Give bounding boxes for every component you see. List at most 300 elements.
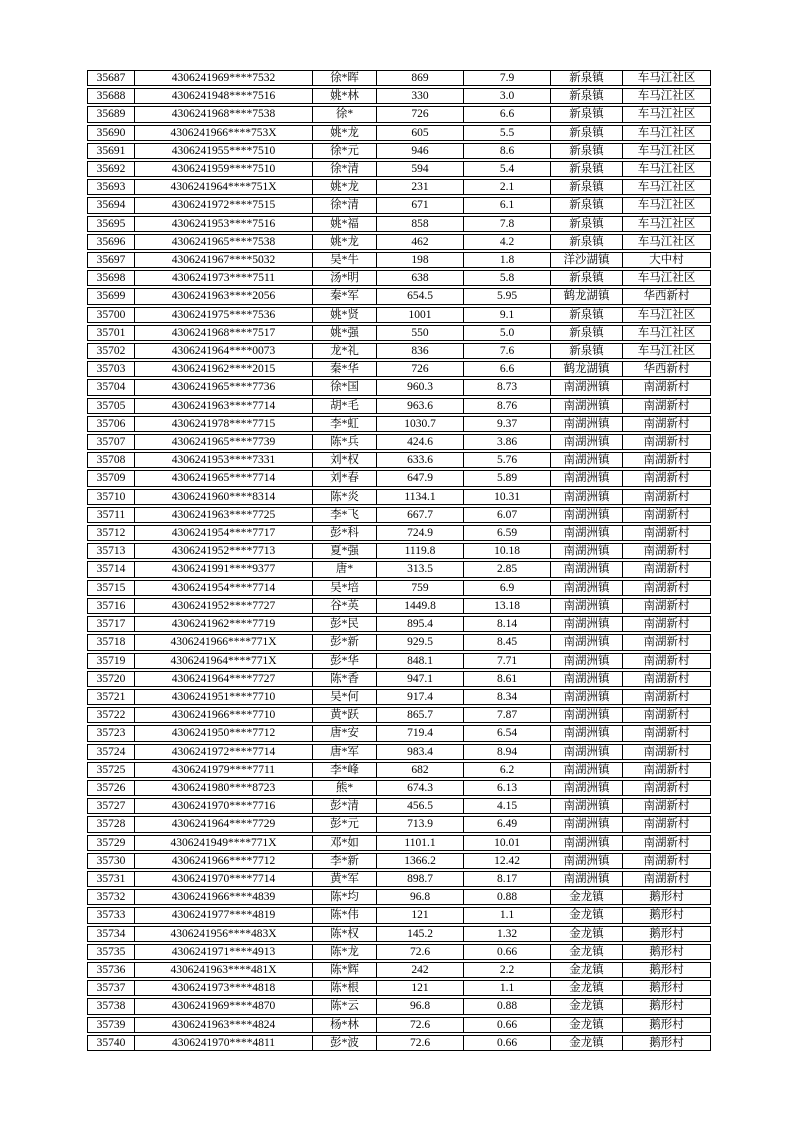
table-row bbox=[87, 853, 711, 869]
table-row bbox=[87, 270, 711, 286]
value1-cell: 947.1 bbox=[377, 671, 464, 687]
value1-cell: 72.6 bbox=[377, 1017, 464, 1033]
name-cell: 唐*安 bbox=[313, 725, 377, 741]
value1-cell: 674.3 bbox=[377, 780, 464, 796]
id-number-cell: 4306241962****7719 bbox=[135, 616, 313, 632]
town-cell: 南湖洲镇 bbox=[551, 580, 623, 596]
serial-cell: 35733 bbox=[87, 907, 135, 923]
town-cell: 南湖洲镇 bbox=[551, 853, 623, 869]
table-row bbox=[87, 762, 711, 778]
value1-cell: 759 bbox=[377, 580, 464, 596]
table-row bbox=[87, 907, 711, 923]
name-cell: 陈*均 bbox=[313, 889, 377, 905]
name-cell: 谷*英 bbox=[313, 598, 377, 614]
town-cell: 金龙镇 bbox=[551, 944, 623, 960]
name-cell: 姚*福 bbox=[313, 216, 377, 232]
value2-cell: 8.76 bbox=[464, 398, 551, 414]
serial-cell: 35689 bbox=[87, 106, 135, 122]
value2-cell: 8.6 bbox=[464, 143, 551, 159]
value2-cell: 6.59 bbox=[464, 525, 551, 541]
value1-cell: 858 bbox=[377, 216, 464, 232]
village-cell: 南湖新村 bbox=[623, 525, 711, 541]
value2-cell: 6.49 bbox=[464, 816, 551, 832]
town-cell: 南湖洲镇 bbox=[551, 816, 623, 832]
village-cell: 南湖新村 bbox=[623, 543, 711, 559]
town-cell: 新泉镇 bbox=[551, 143, 623, 159]
serial-cell: 35698 bbox=[87, 270, 135, 286]
value1-cell: 594 bbox=[377, 161, 464, 177]
village-cell: 车马江社区 bbox=[623, 325, 711, 341]
name-cell: 姚*贤 bbox=[313, 307, 377, 323]
serial-cell: 35705 bbox=[87, 398, 135, 414]
value2-cell: 8.61 bbox=[464, 671, 551, 687]
id-number-cell: 4306241968****7538 bbox=[135, 106, 313, 122]
serial-cell: 35704 bbox=[87, 379, 135, 395]
town-cell: 金龙镇 bbox=[551, 926, 623, 942]
village-cell: 南湖新村 bbox=[623, 398, 711, 414]
table-row bbox=[87, 816, 711, 832]
table-row bbox=[87, 307, 711, 323]
serial-cell: 35724 bbox=[87, 744, 135, 760]
name-cell: 陈*伟 bbox=[313, 907, 377, 923]
village-cell: 车马江社区 bbox=[623, 234, 711, 250]
table-row bbox=[87, 707, 711, 723]
village-cell: 南湖新村 bbox=[623, 816, 711, 832]
name-cell: 李*飞 bbox=[313, 507, 377, 523]
table-row bbox=[87, 361, 711, 377]
serial-cell: 35688 bbox=[87, 88, 135, 104]
value1-cell: 605 bbox=[377, 125, 464, 141]
id-number-cell: 4306241960****8314 bbox=[135, 489, 313, 505]
village-cell: 鹅形村 bbox=[623, 998, 711, 1014]
name-cell: 李*峰 bbox=[313, 762, 377, 778]
name-cell: 秦*军 bbox=[313, 288, 377, 304]
value2-cell: 8.94 bbox=[464, 744, 551, 760]
value2-cell: 8.45 bbox=[464, 634, 551, 650]
value2-cell: 6.54 bbox=[464, 725, 551, 741]
town-cell: 新泉镇 bbox=[551, 197, 623, 213]
village-cell: 南湖新村 bbox=[623, 798, 711, 814]
value1-cell: 895.4 bbox=[377, 616, 464, 632]
table-row bbox=[87, 452, 711, 468]
id-number-cell: 4306241970****7714 bbox=[135, 871, 313, 887]
serial-cell: 35740 bbox=[87, 1035, 135, 1051]
table-row bbox=[87, 143, 711, 159]
town-cell: 新泉镇 bbox=[551, 234, 623, 250]
table-row bbox=[87, 671, 711, 687]
value2-cell: 7.71 bbox=[464, 653, 551, 669]
id-number-cell: 4306241950****7712 bbox=[135, 725, 313, 741]
serial-cell: 35719 bbox=[87, 653, 135, 669]
village-cell: 南湖新村 bbox=[623, 634, 711, 650]
value1-cell: 917.4 bbox=[377, 689, 464, 705]
id-number-cell: 4306241964****0073 bbox=[135, 343, 313, 359]
table-row bbox=[87, 1035, 711, 1051]
id-number-cell: 4306241951****7710 bbox=[135, 689, 313, 705]
value2-cell: 4.15 bbox=[464, 798, 551, 814]
value1-cell: 1119.8 bbox=[377, 543, 464, 559]
value1-cell: 671 bbox=[377, 197, 464, 213]
village-cell: 鹅形村 bbox=[623, 1035, 711, 1051]
table-row bbox=[87, 398, 711, 414]
value1-cell: 719.4 bbox=[377, 725, 464, 741]
id-number-cell: 4306241963****2056 bbox=[135, 288, 313, 304]
serial-cell: 35697 bbox=[87, 252, 135, 268]
id-number-cell: 4306241967****5032 bbox=[135, 252, 313, 268]
village-cell: 鹅形村 bbox=[623, 980, 711, 996]
table-row bbox=[87, 653, 711, 669]
table-row bbox=[87, 889, 711, 905]
table-row bbox=[87, 106, 711, 122]
name-cell: 陈*根 bbox=[313, 980, 377, 996]
id-number-cell: 4306241966****7712 bbox=[135, 853, 313, 869]
town-cell: 南湖洲镇 bbox=[551, 707, 623, 723]
serial-cell: 35701 bbox=[87, 325, 135, 341]
value2-cell: 6.2 bbox=[464, 762, 551, 778]
value2-cell: 0.66 bbox=[464, 1035, 551, 1051]
id-number-cell: 4306241952****7713 bbox=[135, 543, 313, 559]
town-cell: 新泉镇 bbox=[551, 325, 623, 341]
id-number-cell: 4306241953****7516 bbox=[135, 216, 313, 232]
table-row bbox=[87, 926, 711, 942]
records-table bbox=[87, 68, 711, 1053]
town-cell: 金龙镇 bbox=[551, 962, 623, 978]
value1-cell: 231 bbox=[377, 179, 464, 195]
village-cell: 鹅形村 bbox=[623, 889, 711, 905]
table-row bbox=[87, 998, 711, 1014]
serial-cell: 35737 bbox=[87, 980, 135, 996]
value2-cell: 9.1 bbox=[464, 307, 551, 323]
value2-cell: 9.37 bbox=[464, 416, 551, 432]
village-cell: 南湖新村 bbox=[623, 561, 711, 577]
table-row bbox=[87, 234, 711, 250]
value1-cell: 865.7 bbox=[377, 707, 464, 723]
value1-cell: 121 bbox=[377, 907, 464, 923]
value2-cell: 7.6 bbox=[464, 343, 551, 359]
serial-cell: 35696 bbox=[87, 234, 135, 250]
value1-cell: 1101.1 bbox=[377, 835, 464, 851]
town-cell: 南湖洲镇 bbox=[551, 434, 623, 450]
value2-cell: 1.32 bbox=[464, 926, 551, 942]
value1-cell: 848.1 bbox=[377, 653, 464, 669]
town-cell: 鹤龙湖镇 bbox=[551, 361, 623, 377]
serial-cell: 35692 bbox=[87, 161, 135, 177]
serial-cell: 35710 bbox=[87, 489, 135, 505]
village-cell: 车马江社区 bbox=[623, 88, 711, 104]
serial-cell: 35730 bbox=[87, 853, 135, 869]
serial-cell: 35722 bbox=[87, 707, 135, 723]
table-row bbox=[87, 70, 711, 86]
value1-cell: 1030.7 bbox=[377, 416, 464, 432]
serial-cell: 35726 bbox=[87, 780, 135, 796]
id-number-cell: 4306241954****7717 bbox=[135, 525, 313, 541]
town-cell: 新泉镇 bbox=[551, 307, 623, 323]
value2-cell: 12.42 bbox=[464, 853, 551, 869]
village-cell: 华西新村 bbox=[623, 361, 711, 377]
serial-cell: 35717 bbox=[87, 616, 135, 632]
village-cell: 南湖新村 bbox=[623, 835, 711, 851]
value1-cell: 550 bbox=[377, 325, 464, 341]
serial-cell: 35715 bbox=[87, 580, 135, 596]
value1-cell: 145.2 bbox=[377, 926, 464, 942]
town-cell: 南湖洲镇 bbox=[551, 379, 623, 395]
value2-cell: 5.5 bbox=[464, 125, 551, 141]
town-cell: 南湖洲镇 bbox=[551, 835, 623, 851]
serial-cell: 35729 bbox=[87, 835, 135, 851]
value2-cell: 6.6 bbox=[464, 361, 551, 377]
village-cell: 鹅形村 bbox=[623, 1017, 711, 1033]
serial-cell: 35734 bbox=[87, 926, 135, 942]
town-cell: 南湖洲镇 bbox=[551, 671, 623, 687]
table-row bbox=[87, 598, 711, 614]
id-number-cell: 4306241973****7511 bbox=[135, 270, 313, 286]
serial-cell: 35723 bbox=[87, 725, 135, 741]
id-number-cell: 4306241949****771X bbox=[135, 835, 313, 851]
name-cell: 汤*明 bbox=[313, 270, 377, 286]
value2-cell: 13.18 bbox=[464, 598, 551, 614]
table-row bbox=[87, 489, 711, 505]
town-cell: 金龙镇 bbox=[551, 907, 623, 923]
town-cell: 南湖洲镇 bbox=[551, 507, 623, 523]
town-cell: 南湖洲镇 bbox=[551, 525, 623, 541]
id-number-cell: 4306241972****7515 bbox=[135, 197, 313, 213]
serial-cell: 35691 bbox=[87, 143, 135, 159]
town-cell: 南湖洲镇 bbox=[551, 744, 623, 760]
table-row bbox=[87, 980, 711, 996]
village-cell: 鹅形村 bbox=[623, 944, 711, 960]
name-cell: 熊* bbox=[313, 780, 377, 796]
value2-cell: 3.86 bbox=[464, 434, 551, 450]
town-cell: 新泉镇 bbox=[551, 343, 623, 359]
id-number-cell: 4306241968****7517 bbox=[135, 325, 313, 341]
table-row bbox=[87, 252, 711, 268]
value1-cell: 121 bbox=[377, 980, 464, 996]
town-cell: 南湖洲镇 bbox=[551, 561, 623, 577]
serial-cell: 35736 bbox=[87, 962, 135, 978]
name-cell: 吴*培 bbox=[313, 580, 377, 596]
value2-cell: 6.6 bbox=[464, 106, 551, 122]
village-cell: 大中村 bbox=[623, 252, 711, 268]
serial-cell: 35708 bbox=[87, 452, 135, 468]
village-cell: 南湖新村 bbox=[623, 580, 711, 596]
value1-cell: 424.6 bbox=[377, 434, 464, 450]
value1-cell: 198 bbox=[377, 252, 464, 268]
value1-cell: 638 bbox=[377, 270, 464, 286]
serial-cell: 35713 bbox=[87, 543, 135, 559]
village-cell: 南湖新村 bbox=[623, 452, 711, 468]
value2-cell: 8.17 bbox=[464, 871, 551, 887]
village-cell: 车马江社区 bbox=[623, 125, 711, 141]
serial-cell: 35703 bbox=[87, 361, 135, 377]
value1-cell: 647.9 bbox=[377, 470, 464, 486]
id-number-cell: 4306241966****4839 bbox=[135, 889, 313, 905]
serial-cell: 35732 bbox=[87, 889, 135, 905]
serial-cell: 35712 bbox=[87, 525, 135, 541]
value2-cell: 8.34 bbox=[464, 689, 551, 705]
village-cell: 南湖新村 bbox=[623, 671, 711, 687]
id-number-cell: 4306241966****771X bbox=[135, 634, 313, 650]
table-row bbox=[87, 944, 711, 960]
name-cell: 邓*如 bbox=[313, 835, 377, 851]
table-row bbox=[87, 616, 711, 632]
id-number-cell: 4306241962****2015 bbox=[135, 361, 313, 377]
value2-cell: 1.8 bbox=[464, 252, 551, 268]
name-cell: 夏*强 bbox=[313, 543, 377, 559]
table-row bbox=[87, 580, 711, 596]
town-cell: 新泉镇 bbox=[551, 270, 623, 286]
value1-cell: 330 bbox=[377, 88, 464, 104]
value2-cell: 6.07 bbox=[464, 507, 551, 523]
value1-cell: 726 bbox=[377, 106, 464, 122]
village-cell: 南湖新村 bbox=[623, 507, 711, 523]
table-row bbox=[87, 470, 711, 486]
value1-cell: 1366.2 bbox=[377, 853, 464, 869]
value1-cell: 667.7 bbox=[377, 507, 464, 523]
id-number-cell: 4306241991****9377 bbox=[135, 561, 313, 577]
name-cell: 杨*林 bbox=[313, 1017, 377, 1033]
id-number-cell: 4306241964****7727 bbox=[135, 671, 313, 687]
serial-cell: 35694 bbox=[87, 197, 135, 213]
town-cell: 南湖洲镇 bbox=[551, 598, 623, 614]
name-cell: 彭*新 bbox=[313, 634, 377, 650]
table-row bbox=[87, 161, 711, 177]
name-cell: 陈*辉 bbox=[313, 962, 377, 978]
village-cell: 车马江社区 bbox=[623, 70, 711, 86]
id-number-cell: 4306241948****7516 bbox=[135, 88, 313, 104]
id-number-cell: 4306241966****7710 bbox=[135, 707, 313, 723]
name-cell: 陈*香 bbox=[313, 671, 377, 687]
village-cell: 南湖新村 bbox=[623, 725, 711, 741]
town-cell: 南湖洲镇 bbox=[551, 470, 623, 486]
serial-cell: 35690 bbox=[87, 125, 135, 141]
name-cell: 彭*清 bbox=[313, 798, 377, 814]
town-cell: 南湖洲镇 bbox=[551, 780, 623, 796]
value2-cell: 5.89 bbox=[464, 470, 551, 486]
village-cell: 南湖新村 bbox=[623, 470, 711, 486]
value1-cell: 946 bbox=[377, 143, 464, 159]
name-cell: 龙*礼 bbox=[313, 343, 377, 359]
value1-cell: 1134.1 bbox=[377, 489, 464, 505]
id-number-cell: 4306241964****7729 bbox=[135, 816, 313, 832]
name-cell: 陈*兵 bbox=[313, 434, 377, 450]
name-cell: 姚*强 bbox=[313, 325, 377, 341]
value1-cell: 983.4 bbox=[377, 744, 464, 760]
serial-cell: 35727 bbox=[87, 798, 135, 814]
village-cell: 车马江社区 bbox=[623, 343, 711, 359]
town-cell: 金龙镇 bbox=[551, 998, 623, 1014]
serial-cell: 35711 bbox=[87, 507, 135, 523]
name-cell: 吴*牛 bbox=[313, 252, 377, 268]
serial-cell: 35739 bbox=[87, 1017, 135, 1033]
town-cell: 金龙镇 bbox=[551, 889, 623, 905]
name-cell: 李*新 bbox=[313, 853, 377, 869]
id-number-cell: 4306241963****7725 bbox=[135, 507, 313, 523]
serial-cell: 35687 bbox=[87, 70, 135, 86]
id-number-cell: 4306241963****481X bbox=[135, 962, 313, 978]
table-row bbox=[87, 88, 711, 104]
town-cell: 新泉镇 bbox=[551, 216, 623, 232]
id-number-cell: 4306241972****7714 bbox=[135, 744, 313, 760]
town-cell: 南湖洲镇 bbox=[551, 489, 623, 505]
village-cell: 南湖新村 bbox=[623, 689, 711, 705]
table-row bbox=[87, 744, 711, 760]
village-cell: 南湖新村 bbox=[623, 598, 711, 614]
id-number-cell: 4306241969****4870 bbox=[135, 998, 313, 1014]
records-table-body bbox=[87, 70, 711, 1051]
village-cell: 鹅形村 bbox=[623, 926, 711, 942]
name-cell: 吴*何 bbox=[313, 689, 377, 705]
name-cell: 黄*跃 bbox=[313, 707, 377, 723]
id-number-cell: 4306241955****7510 bbox=[135, 143, 313, 159]
value1-cell: 462 bbox=[377, 234, 464, 250]
name-cell: 唐* bbox=[313, 561, 377, 577]
id-number-cell: 4306241979****7711 bbox=[135, 762, 313, 778]
value1-cell: 724.9 bbox=[377, 525, 464, 541]
table-row bbox=[87, 288, 711, 304]
name-cell: 陈*炎 bbox=[313, 489, 377, 505]
village-cell: 南湖新村 bbox=[623, 853, 711, 869]
table-row bbox=[87, 561, 711, 577]
village-cell: 南湖新村 bbox=[623, 416, 711, 432]
value2-cell: 7.9 bbox=[464, 70, 551, 86]
table-row bbox=[87, 689, 711, 705]
serial-cell: 35706 bbox=[87, 416, 135, 432]
village-cell: 南湖新村 bbox=[623, 780, 711, 796]
town-cell: 南湖洲镇 bbox=[551, 725, 623, 741]
table-row bbox=[87, 962, 711, 978]
value1-cell: 654.5 bbox=[377, 288, 464, 304]
table-row bbox=[87, 125, 711, 141]
value2-cell: 5.76 bbox=[464, 452, 551, 468]
name-cell: 陈*龙 bbox=[313, 944, 377, 960]
value2-cell: 10.18 bbox=[464, 543, 551, 559]
name-cell: 彭*波 bbox=[313, 1035, 377, 1051]
village-cell: 车马江社区 bbox=[623, 106, 711, 122]
id-number-cell: 4306241978****7715 bbox=[135, 416, 313, 432]
table-row bbox=[87, 216, 711, 232]
name-cell: 徐*国 bbox=[313, 379, 377, 395]
table-row bbox=[87, 835, 711, 851]
value2-cell: 0.88 bbox=[464, 889, 551, 905]
serial-cell: 35700 bbox=[87, 307, 135, 323]
value1-cell: 898.7 bbox=[377, 871, 464, 887]
id-number-cell: 4306241975****7536 bbox=[135, 307, 313, 323]
village-cell: 车马江社区 bbox=[623, 197, 711, 213]
value2-cell: 8.73 bbox=[464, 379, 551, 395]
id-number-cell: 4306241964****751X bbox=[135, 179, 313, 195]
value2-cell: 10.31 bbox=[464, 489, 551, 505]
table-row bbox=[87, 379, 711, 395]
town-cell: 南湖洲镇 bbox=[551, 616, 623, 632]
value2-cell: 3.0 bbox=[464, 88, 551, 104]
id-number-cell: 4306241977****4819 bbox=[135, 907, 313, 923]
name-cell: 彭*元 bbox=[313, 816, 377, 832]
serial-cell: 35725 bbox=[87, 762, 135, 778]
table-row bbox=[87, 197, 711, 213]
town-cell: 新泉镇 bbox=[551, 106, 623, 122]
village-cell: 南湖新村 bbox=[623, 871, 711, 887]
village-cell: 南湖新村 bbox=[623, 762, 711, 778]
value2-cell: 7.87 bbox=[464, 707, 551, 723]
town-cell: 金龙镇 bbox=[551, 1035, 623, 1051]
value2-cell: 4.2 bbox=[464, 234, 551, 250]
village-cell: 南湖新村 bbox=[623, 616, 711, 632]
value2-cell: 2.1 bbox=[464, 179, 551, 195]
value1-cell: 960.3 bbox=[377, 379, 464, 395]
id-number-cell: 4306241980****8723 bbox=[135, 780, 313, 796]
town-cell: 南湖洲镇 bbox=[551, 689, 623, 705]
value2-cell: 2.85 bbox=[464, 561, 551, 577]
